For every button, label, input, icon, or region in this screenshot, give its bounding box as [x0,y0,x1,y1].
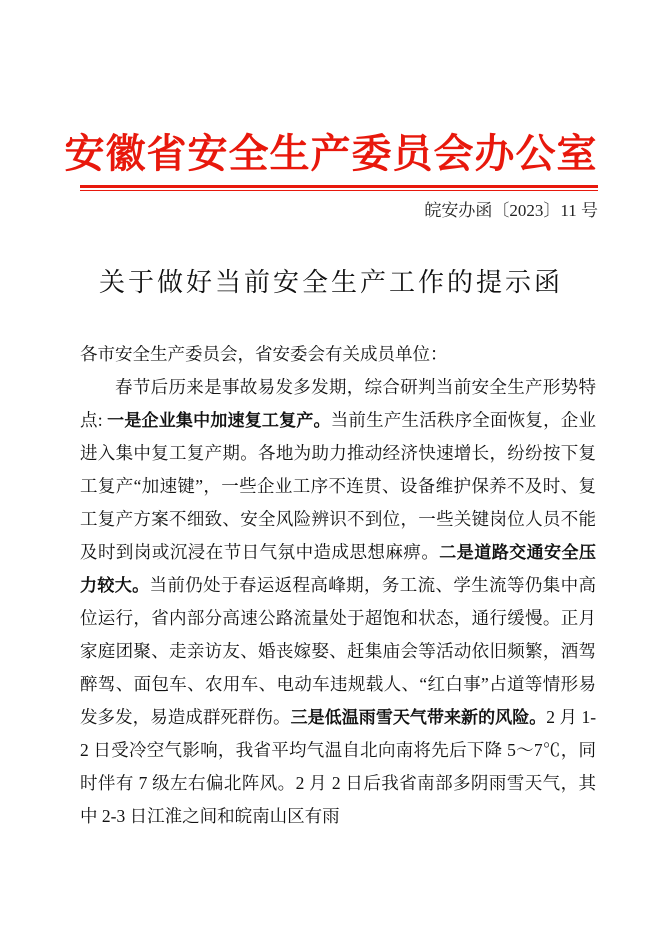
text-segment: 春节后历来是事故易发多发期，综合研判当前安全生产形势特点: [80,377,596,430]
emphasis-segment: 一是企业集中加速复工复产。 [107,411,331,430]
document-body [80,338,596,833]
letterhead-divider [80,185,598,191]
divider-thin-line [80,190,598,191]
text-segment: 2 月 1-2 日受冷空气影响，我省平均气温自北向南将先后下降 5～7℃，同时伴有 7 级左右偏北阵风。2 月 2 日后我省南部多阴雨雪天气，其中 2-3 日江淮之间和皖南山区有雨 [80,707,597,826]
emphasis-segment: 二是道路交通安全压力较大。 [80,543,597,595]
letterhead-title: 安徽省安全生产委员会办公室 [64,131,598,176]
text-segment: 当前生产生活秩序全面恢复，企业进入集中复工复产期。各地为助力推动经济快速增长，纷纷按下复工复产“加速键”，一些企业工序不连贯、设备维护保养不及时、复工复产方案不细致、安全风险辨识不到位，一些关键岗位人员不能及时到岗或沉浸在节日气氛中造成思想麻痹。 [80,410,596,562]
doc-number: 皖安办函〔2023〕11 号 [424,201,598,220]
emphasis-segment: 三是低温雨雪天气带来新的风险。 [290,708,547,727]
salutation: 各市安全生产委员会，省安委会有关成员单位： [80,344,448,364]
body-paragraph [80,371,596,833]
document-title: 关于做好当前安全生产工作的提示函 [98,268,563,297]
text-segment: 当前仍处于春运返程高峰期，务工流、学生流等仍集中高位运行，省内部分高速公路流量处于超饱和状态，通行缓慢。正月家庭团聚、走亲访友、婚丧嫁娶、赶集庙会等活动依旧频繁，酒驾醉驾、面包车、农用车、电动车违规载人、“红白事”占道等情形易发多发，易造成群死群伤。 [80,575,596,727]
